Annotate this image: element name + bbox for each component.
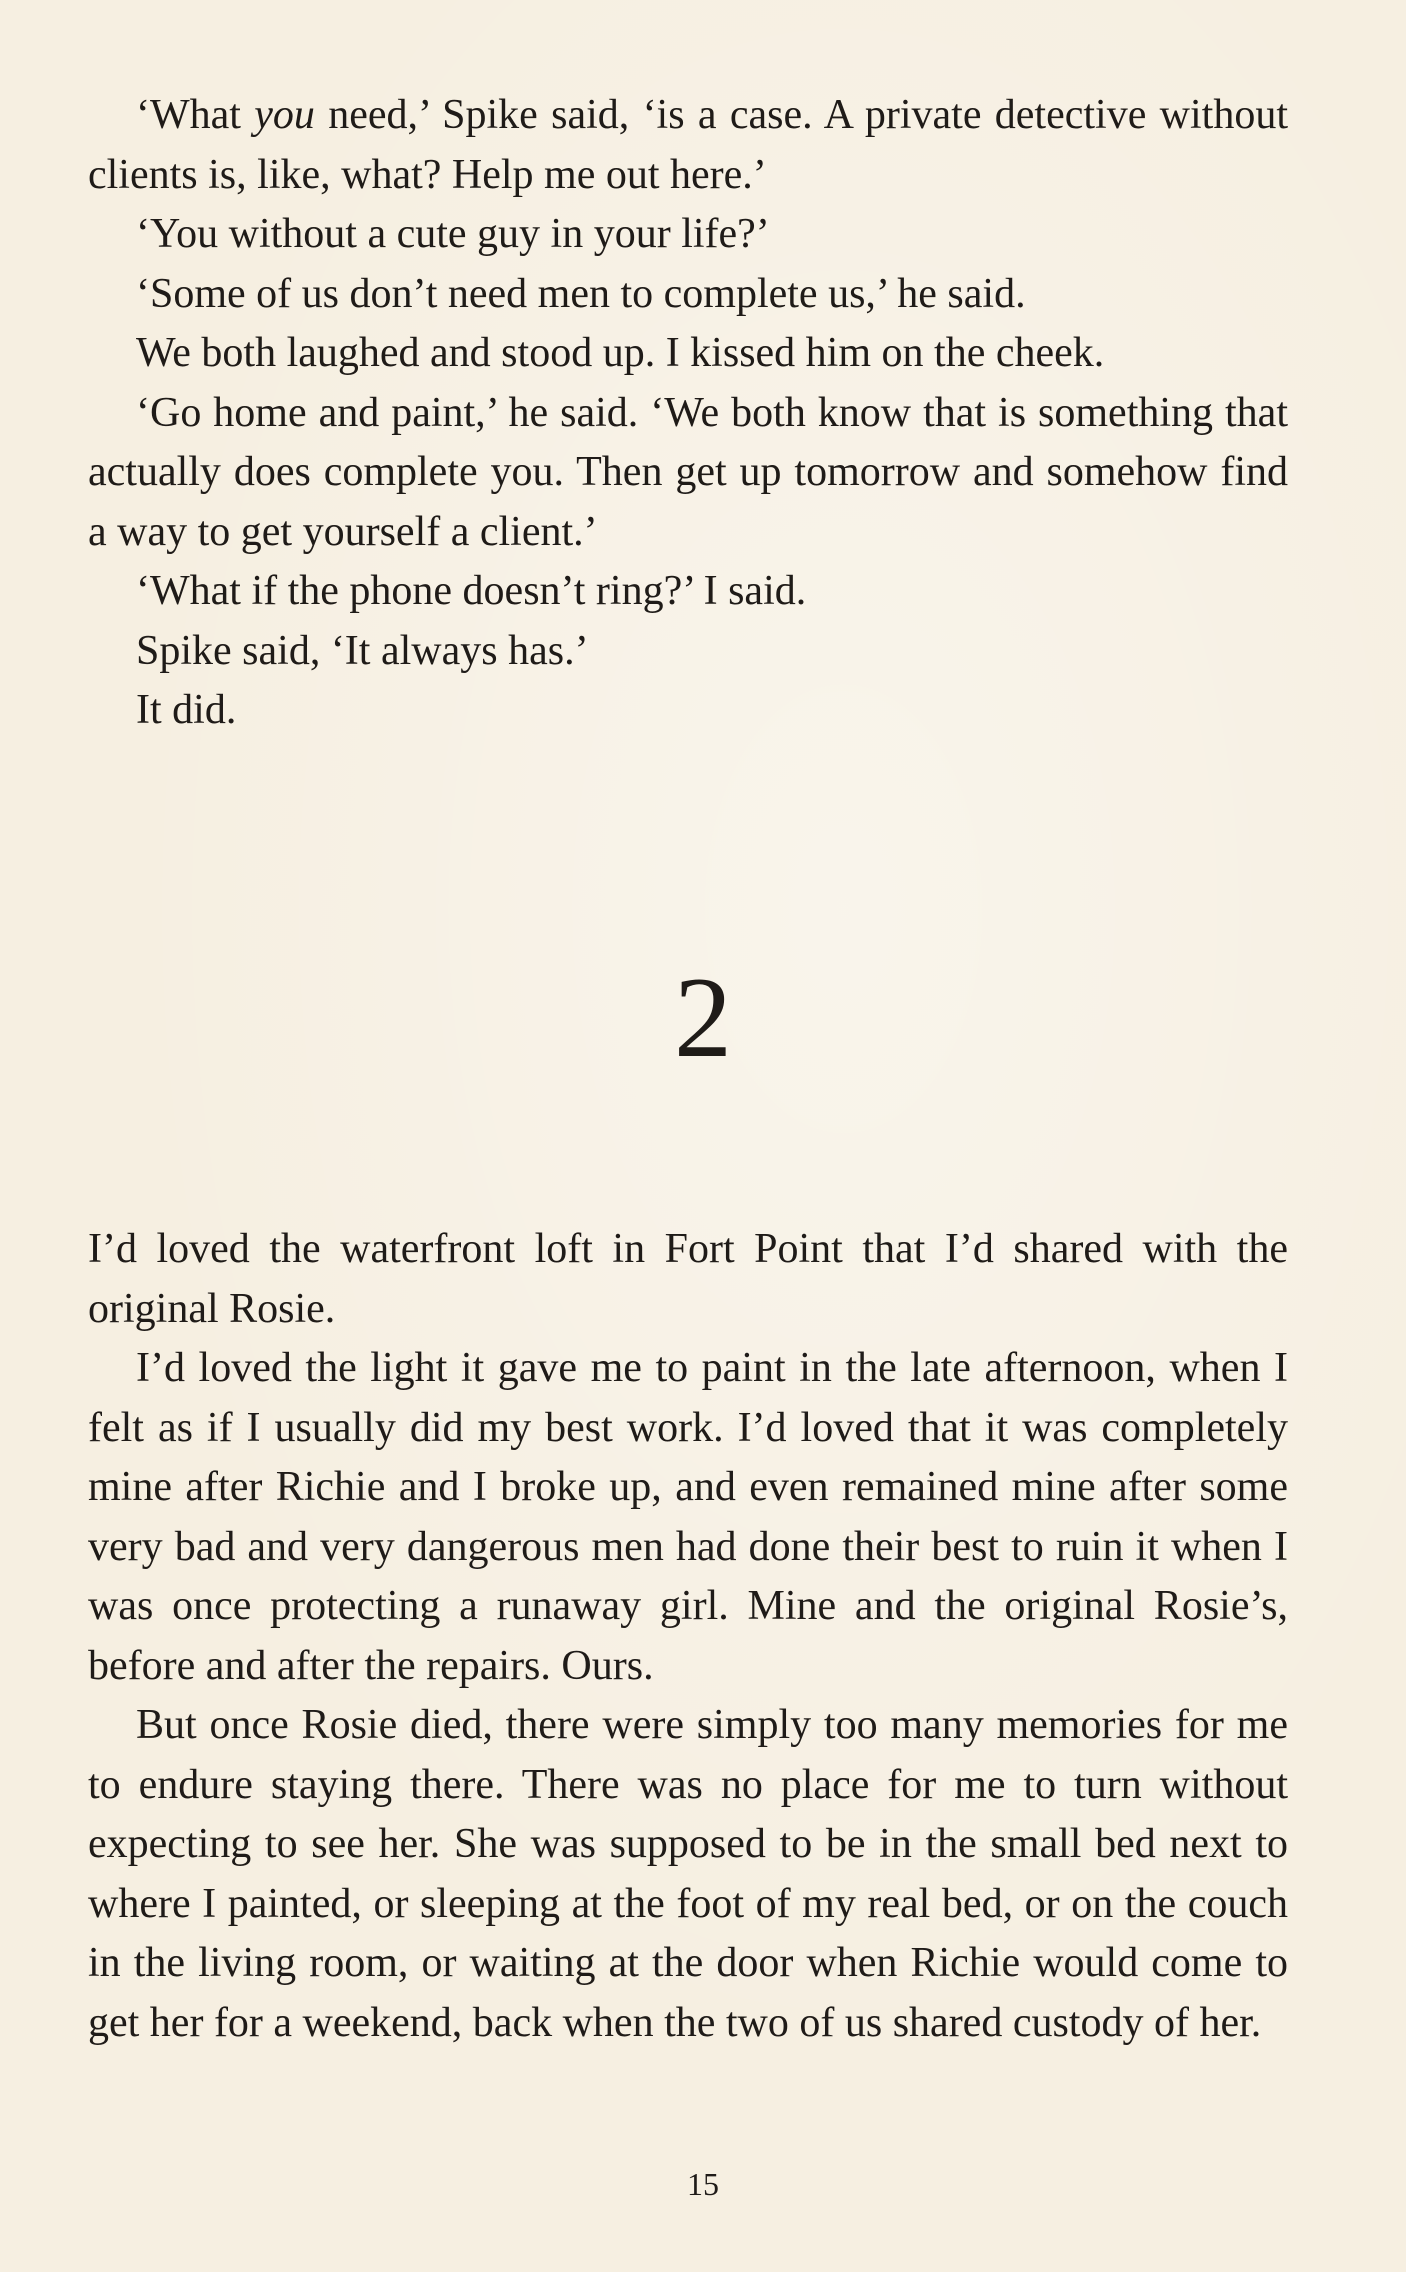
paragraph: ‘You without a cute guy in your life?’ bbox=[136, 211, 770, 257]
paragraph: ‘Go home and paint,’ he said. ‘We both know that is something that actually does complete you. Then get up tomorrow and somehow find a way to get yourself a client.’ bbox=[88, 389, 1288, 555]
page-number: 15 bbox=[687, 2166, 719, 2202]
text-block-bottom bbox=[88, 1220, 1288, 2053]
paragraph: ‘What if the phone doesn’t ring?’ I said. bbox=[136, 568, 807, 614]
paragraph: ‘Some of us don’t need men to complete us,’ he said. bbox=[136, 270, 1026, 317]
paragraph: Spike said, ‘It always has.’ bbox=[136, 627, 589, 674]
paragraph: But once Rosie died, there were simply too many memories for me to endure staying there. There was no place for me to turn without expecting to see her. She was supposed to be in the small bed next to where I painted, or sleeping at the foot of my real bed, or on the couch in the living room, or waiting at the door when Richie would come to get her for a weekend, back when the two of us shared custody of her. bbox=[88, 1702, 1288, 2046]
emphasis-text: you bbox=[254, 92, 315, 138]
paragraph: We both laughed and stood up. I kissed him on the cheek. bbox=[136, 330, 1105, 376]
paragraph bbox=[88, 86, 1288, 205]
text-span: need,’ Spike said, ‘is a case. A private detective without clients is, like, what? Help me out here.’ bbox=[88, 92, 1288, 198]
text-block-top bbox=[88, 86, 1288, 741]
chapter-number: 2 bbox=[674, 954, 732, 1082]
paragraph: I’d loved the light it gave me to paint in the late afternoon, when I felt as if I usually did my best work. I’d loved that it was completely mine after Richie and I broke up, and even remained mine after some very bad and very dangerous men had done their best to ruin it when I was once protecting a runaway girl. Mine and the original Rosie’s, before and after the repairs. Ours. bbox=[88, 1345, 1288, 1689]
paragraph: It did. bbox=[136, 687, 237, 733]
paragraph: I’d loved the waterfront loft in Fort Point that I’d shared with the original Rosie. bbox=[88, 1226, 1288, 1332]
text-span: ‘What bbox=[136, 92, 255, 138]
